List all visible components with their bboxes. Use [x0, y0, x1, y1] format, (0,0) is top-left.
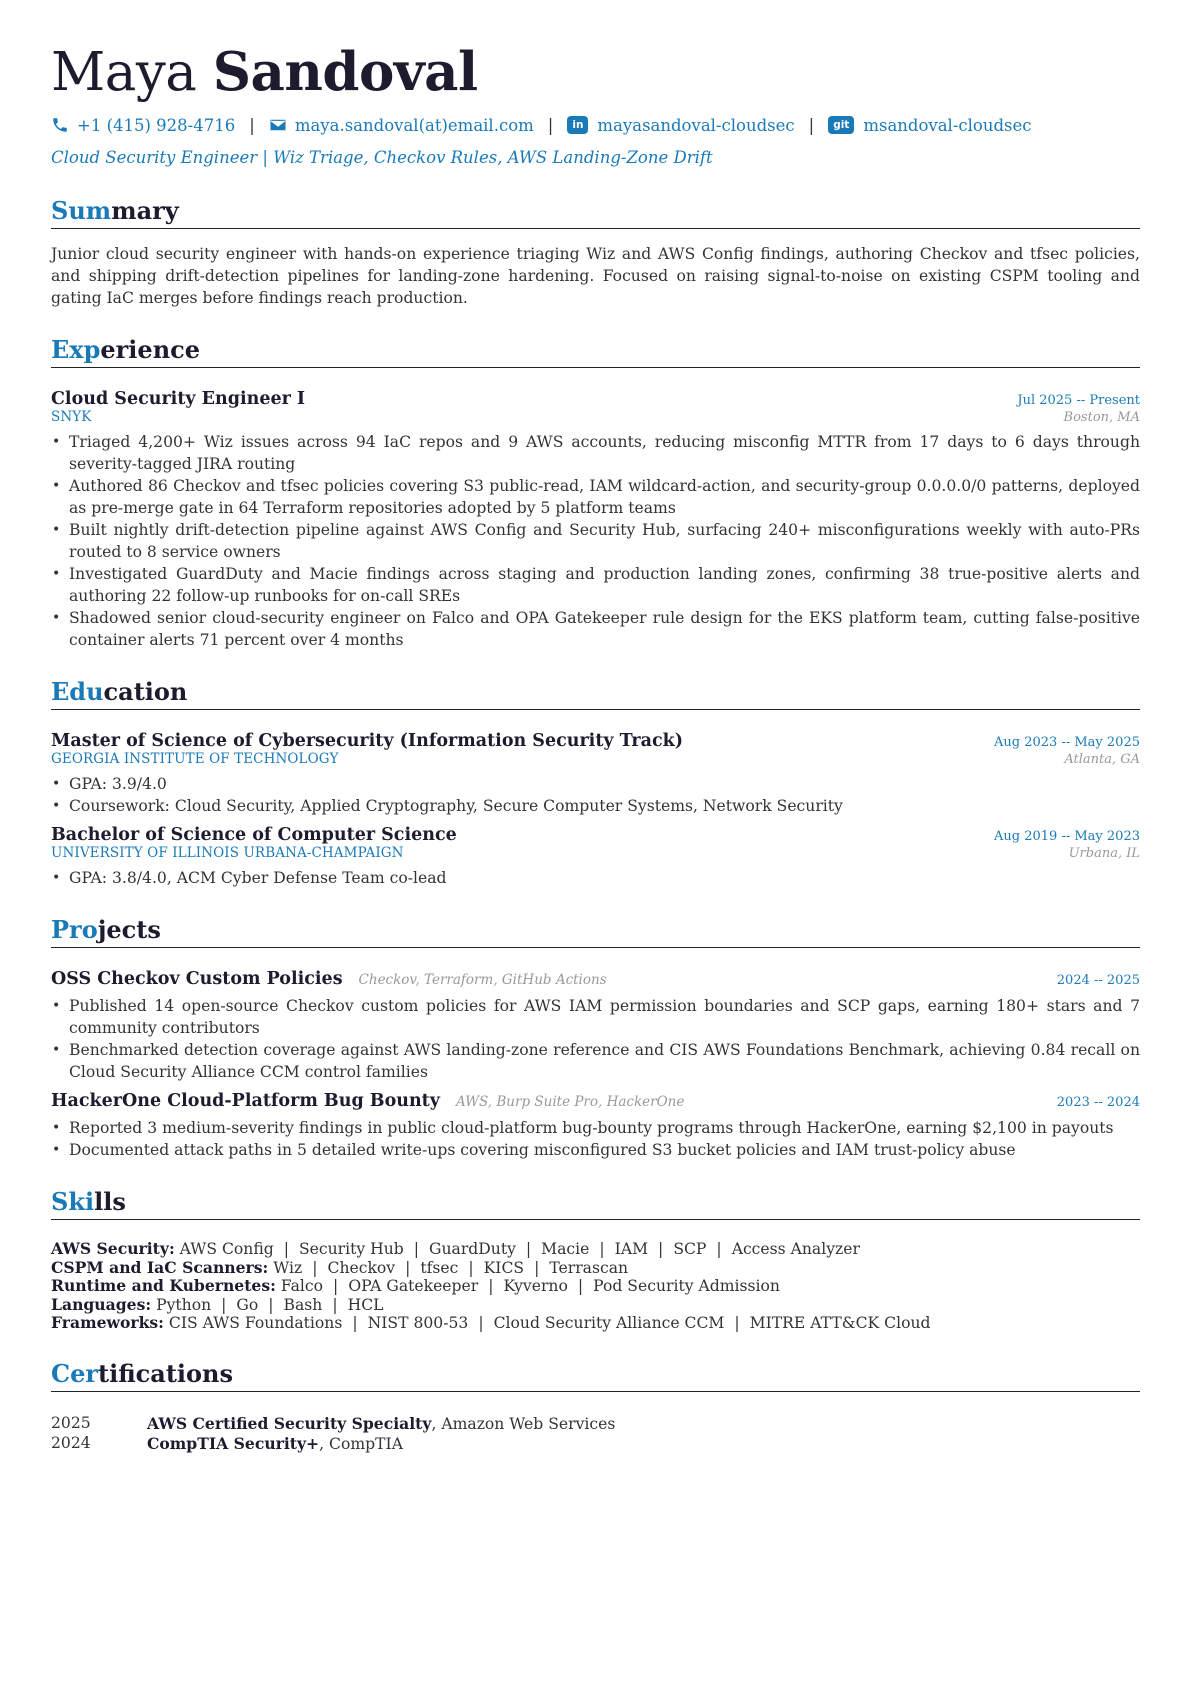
bullet: • GPA: 3.8/4.0, ACM Cyber Defense Team co-lead: [51, 867, 1140, 889]
skill-item: Wiz: [273, 1258, 303, 1277]
git-icon: git: [828, 116, 854, 134]
skill-item: HCL: [347, 1295, 384, 1314]
degree: Bachelor of Science of Computer Science: [51, 825, 457, 845]
section-heading: Projects: [51, 915, 1140, 948]
summary-section: [51, 196, 1140, 309]
skill-separator: |: [221, 1295, 227, 1314]
skill-separator: |: [658, 1240, 664, 1258]
skill-item: Terrascan: [549, 1258, 629, 1277]
separator: |: [249, 115, 255, 135]
phone-link[interactable]: [51, 116, 235, 135]
linkedin-icon: in: [567, 116, 588, 134]
skill-separator: |: [352, 1314, 358, 1332]
skill-item: Security Hub: [298, 1240, 404, 1258]
skill-item: Checkov: [327, 1258, 396, 1277]
skill-separator: |: [488, 1277, 494, 1295]
skill-separator: |: [312, 1258, 318, 1277]
skill-label: Frameworks:: [51, 1313, 164, 1332]
skill-item: SCP: [673, 1240, 707, 1258]
section-heading: Certifications: [51, 1359, 1140, 1392]
project-name: HackerOne Cloud-Platform Bug Bounty: [51, 1091, 440, 1111]
phone-icon: [51, 116, 69, 134]
school: UNIVERSITY OF ILLINOIS URBANA-CHAMPAIGN: [51, 845, 404, 861]
skill-item: tfsec: [420, 1258, 459, 1277]
skill-item: OPA Gatekeeper: [348, 1277, 479, 1295]
section-heading: Education: [51, 677, 1140, 710]
cert-issuer: , CompTIA: [319, 1434, 403, 1453]
bullet: • Documented attack paths in 5 detailed write-ups covering misconfigured S3 bucket policies and IAM trust-policy abuse: [51, 1139, 1140, 1161]
skill-separator: |: [478, 1314, 484, 1332]
certifications-section: [51, 1359, 1140, 1454]
project-bullets: [51, 995, 1140, 1083]
skill-separator: |: [268, 1295, 274, 1314]
last-name: Sandoval: [212, 41, 478, 103]
bullet: • Built nightly drift-detection pipeline against AWS Config and Security Hub, surfacing 240+ misconfigurations weekly with auto-PRs routed to 8 service owners: [51, 519, 1140, 563]
skill-item: Bash: [283, 1295, 323, 1314]
experience-section: [51, 335, 1140, 651]
email-link[interactable]: [269, 116, 534, 135]
skill-label: AWS Security:: [51, 1239, 175, 1258]
project-dates: 2024 -- 2025: [1056, 973, 1140, 988]
cert-row: [51, 1434, 1140, 1454]
edu-location: Urbana, IL: [1068, 846, 1140, 861]
github-link[interactable]: [828, 116, 1031, 135]
separator: |: [547, 115, 554, 135]
skill-separator: |: [525, 1240, 532, 1258]
certifications-list: [51, 1414, 1140, 1454]
degree: Master of Science of Cybersecurity (Information Security Track): [51, 731, 684, 751]
skill-item: IAM: [614, 1240, 649, 1258]
separator: |: [808, 115, 815, 135]
project-dates: 2023 -- 2024: [1056, 1095, 1140, 1110]
bullet: • Authored 86 Checkov and tfsec policies covering S3 public-read, IAM wildcard-action, and security-group 0.0.0.0/0 patterns, deployed as pre-merge gate in 64 Terraform repositories adopted by 5 platform teams: [51, 475, 1140, 519]
school: GEORGIA INSTITUTE OF TECHNOLOGY: [51, 751, 339, 767]
bullet: • Benchmarked detection coverage against AWS landing-zone reference and CIS AWS Foundations Benchmark, achieving 0.84 recall on Cloud Security Alliance CCM control families: [51, 1039, 1140, 1083]
skill-row: [51, 1240, 1140, 1259]
envelope-icon: [269, 116, 287, 134]
job-dates: Jul 2025 -- Present: [1017, 393, 1140, 408]
skill-item: Kyverno: [503, 1277, 568, 1295]
cert-year: 2025: [51, 1413, 91, 1432]
section-heading: Summary: [51, 196, 1140, 229]
skill-row: [51, 1277, 1140, 1296]
skills-list: [51, 1240, 1140, 1333]
skill-row: [51, 1296, 1140, 1315]
skill-separator: |: [577, 1277, 584, 1295]
project-bullets: [51, 1117, 1140, 1161]
projects-section: [51, 915, 1140, 1161]
job-org: SNYK: [51, 409, 92, 425]
skill-separator: |: [283, 1240, 289, 1258]
email-text: maya.sandoval(at)email.com: [294, 115, 534, 135]
skill-item: Python: [156, 1295, 212, 1314]
project-entry: [51, 969, 1140, 1083]
edu-bullets: [51, 773, 1140, 817]
skill-item: NIST 800-53: [367, 1314, 469, 1332]
edu-location: Atlanta, GA: [1064, 752, 1140, 767]
skill-item: Pod Security Admission: [593, 1277, 780, 1295]
skill-item: Go: [236, 1295, 259, 1314]
skill-separator: |: [332, 1295, 338, 1314]
skill-item: KICS: [483, 1258, 525, 1277]
skill-item: GuardDuty: [429, 1240, 516, 1258]
skill-label: CSPM and IaC Scanners:: [51, 1257, 269, 1277]
skill-separator: |: [333, 1277, 339, 1295]
edu-dates: Aug 2019 -- May 2023: [994, 829, 1140, 844]
skill-label: Runtime and Kubernetes:: [51, 1276, 276, 1295]
edu-bullets: [51, 867, 1140, 889]
education-entry: [51, 731, 1140, 817]
section-heading: Experience: [51, 335, 1140, 368]
skill-item: Falco: [280, 1277, 324, 1295]
tagline: Cloud Security Engineer | Wiz Triage, Checkov Rules, AWS Landing-Zone Drift: [51, 148, 713, 167]
skills-section: [51, 1187, 1140, 1333]
phone-text: +1 (415) 928-4716: [77, 115, 236, 135]
edu-dates: Aug 2023 -- May 2025: [994, 735, 1140, 750]
skill-separator: |: [405, 1258, 411, 1277]
bullet: • Investigated GuardDuty and Macie findings across staging and production landing zones, confirming 38 true-positive alerts and authoring 22 follow-up runbooks for on-call SREs: [51, 563, 1140, 607]
project-tech: AWS, Burp Suite Pro, HackerOne: [455, 1094, 685, 1110]
skill-item: MITRE ATT&CK Cloud: [749, 1314, 931, 1332]
skill-item: Macie: [541, 1240, 590, 1258]
skill-separator: |: [468, 1258, 474, 1277]
contact-bar: [51, 113, 1140, 137]
cert-name: AWS Certified Security Specialty: [147, 1413, 432, 1433]
candidate-name: [51, 40, 1140, 105]
summary-text: Junior cloud security engineer with hands-on experience triaging Wiz and AWS Config findings, authoring Checkov and tfsec policies, and shipping drift-detection pipelines for landing-zone hardening. Focused on raising signal-to-noise on existing CSPM tooling and gating IaC merges before findings reach production.: [51, 245, 1140, 307]
skill-item: CIS AWS Foundations: [168, 1314, 343, 1332]
skill-separator: |: [413, 1240, 420, 1258]
bullet: • Coursework: Cloud Security, Applied Cryptography, Secure Computer Systems, Network Security: [51, 795, 1140, 817]
bullet: • GPA: 3.9/4.0: [51, 773, 1140, 795]
cert-year: 2024: [51, 1433, 91, 1452]
bullet: • Published 14 open-source Checkov custom policies for AWS IAM permission boundaries and SCP gaps, earning 180+ stars and 7 community contributors: [51, 995, 1140, 1039]
skill-label: Languages:: [51, 1294, 152, 1314]
skill-item: Cloud Security Alliance CCM: [493, 1314, 725, 1332]
skill-separator: |: [599, 1240, 605, 1258]
project-tech: Checkov, Terraform, GitHub Actions: [358, 972, 607, 988]
linkedin-link[interactable]: [567, 116, 794, 135]
job-entry: [51, 389, 1140, 651]
job-title: Cloud Security Engineer I: [51, 389, 306, 409]
github-text: msandoval-cloudsec: [863, 115, 1032, 135]
skill-separator: |: [716, 1240, 722, 1258]
skill-item: AWS Config: [179, 1240, 274, 1258]
first-name: Maya: [51, 42, 197, 103]
section-heading: Skills: [51, 1187, 1140, 1220]
skill-separator: |: [734, 1314, 740, 1332]
skill-row: [51, 1259, 1140, 1278]
project-entry: [51, 1091, 1140, 1161]
skill-item: Access Analyzer: [731, 1240, 860, 1258]
bullet: • Shadowed senior cloud-security engineer on Falco and OPA Gatekeeper rule design for the EKS platform team, cutting false-positive container alerts 71 percent over 4 months: [51, 607, 1140, 651]
bullet: • Reported 3 medium-severity findings in public cloud-platform bug-bounty programs through HackerOne, earning $2,100 in payouts: [51, 1117, 1140, 1139]
linkedin-text: mayasandoval-cloudsec: [597, 115, 795, 135]
job-bullets: [51, 431, 1140, 651]
education-section: [51, 677, 1140, 889]
cert-name: CompTIA Security+: [147, 1433, 320, 1453]
skill-separator: |: [534, 1258, 540, 1277]
cert-row: [51, 1414, 1140, 1434]
project-name: OSS Checkov Custom Policies: [51, 969, 343, 989]
education-entry: [51, 825, 1140, 889]
cert-issuer: , Amazon Web Services: [431, 1414, 616, 1433]
job-location: Boston, MA: [1063, 410, 1140, 425]
bullet: • Triaged 4,200+ Wiz issues across 94 IaC repos and 9 AWS accounts, reducing misconfig MTTR from 17 days to 6 days through severity-tagged JIRA routing: [51, 431, 1140, 475]
skill-row: [51, 1314, 1140, 1333]
